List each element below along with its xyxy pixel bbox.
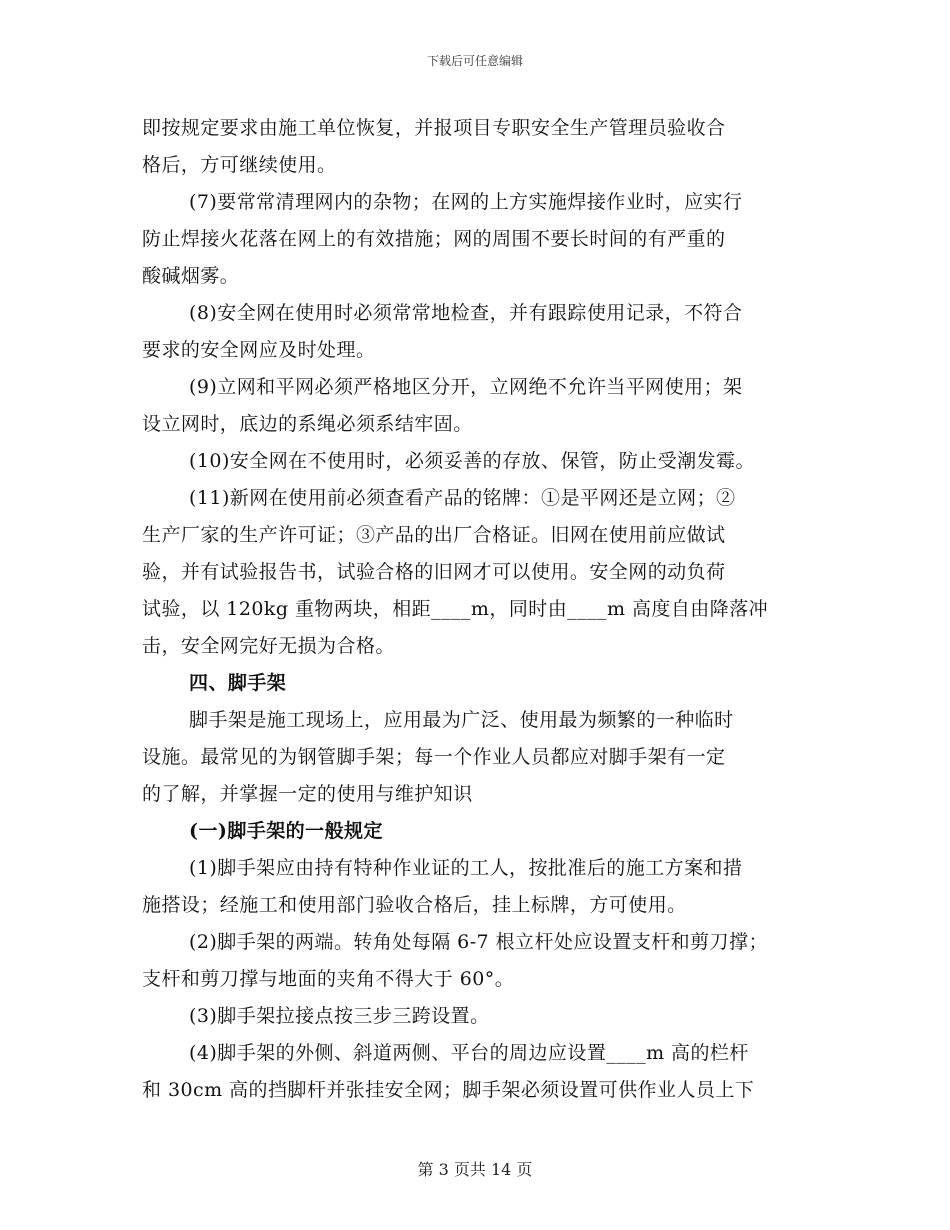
text-line: 和 30cm 高的挡脚杆并张挂安全网；脚手架必须设置可供作业人员上下 bbox=[142, 1079, 755, 1101]
text-line: (10)安全网在不使用时，必须妥善的存放、保管，防止受潮发霉。 bbox=[189, 450, 755, 472]
text-line: 要求的安全网应及时处理。 bbox=[142, 339, 376, 361]
text-line: (4)脚手架的外侧、斜道两侧、平台的周边应设置____m 高的栏杆 bbox=[189, 1042, 749, 1064]
text-line: (8)安全网在使用时必须常常地检查，并有跟踪使用记录，不符合 bbox=[189, 302, 743, 324]
page-number-footer: 第 3 页共 14 页 bbox=[417, 1160, 533, 1179]
text-line: 击，安全网完好无损为合格。 bbox=[142, 635, 395, 657]
text-line: 格后，方可继续使用。 bbox=[142, 154, 337, 176]
text-line: 防止焊接火花落在网上的有效措施；网的周围不要长时间的有严重的 bbox=[142, 228, 726, 250]
page-header: 下载后可任意编辑 bbox=[426, 54, 523, 68]
document-body bbox=[142, 110, 812, 1109]
text-line: 试验，以 120kg 重物两块，相距____m，同时由____m 高度自由降落冲 bbox=[142, 598, 769, 620]
text-line: 脚手架是施工现场上，应用最为广泛、使用最为频繁的一种临时 bbox=[189, 709, 734, 731]
text-line: 施搭设；经施工和使用部门验收合格后，挂上标牌，方可使用。 bbox=[142, 894, 687, 916]
text-line: 设立网时，底边的系绳必须系结牢固。 bbox=[142, 413, 473, 435]
text-line: (11)新网在使用前必须查看产品的铭牌：①是平网还是立网；② bbox=[189, 487, 736, 509]
text-line: (1)脚手架应由持有特种作业证的工人，按批准后的施工方案和措 bbox=[189, 857, 743, 879]
text-line: (9)立网和平网必须严格地区分开，立网绝不允许当平网使用；架 bbox=[189, 376, 743, 398]
text-line: 验，并有试验报告书，试验合格的旧网才可以使用。安全网的动负荷 bbox=[142, 561, 726, 583]
text-line: (2)脚手架的两端。转角处每隔 6-7 根立杆处应设置支杆和剪刀撑； bbox=[189, 931, 768, 953]
text-line: (7)要常常清理网内的杂物；在网的上方实施焊接作业时，应实行 bbox=[189, 191, 743, 213]
text-line: 酸碱烟雾。 bbox=[142, 265, 240, 287]
text-line: 设施。最常见的为钢管脚手架；每一个作业人员都应对脚手架有一定 bbox=[142, 746, 726, 768]
section-heading-line: 四、脚手架 bbox=[189, 672, 287, 694]
text-line: 支杆和剪刀撑与地面的夹角不得大于 60°。 bbox=[142, 968, 515, 990]
text-line: 生产厂家的生产许可证；③产品的出厂合格证。旧网在使用前应做试 bbox=[142, 524, 726, 546]
text-line: 的了解，并掌握一定的使用与维护知识 bbox=[142, 783, 473, 805]
text-line: (3)脚手架拉接点按三步三跨设置。 bbox=[189, 1005, 490, 1027]
text-line: 即按规定要求由施工单位恢复，并报项目专职安全生产管理员验收合 bbox=[142, 117, 726, 139]
section-heading-line: (一)脚手架的一般规定 bbox=[189, 820, 383, 842]
